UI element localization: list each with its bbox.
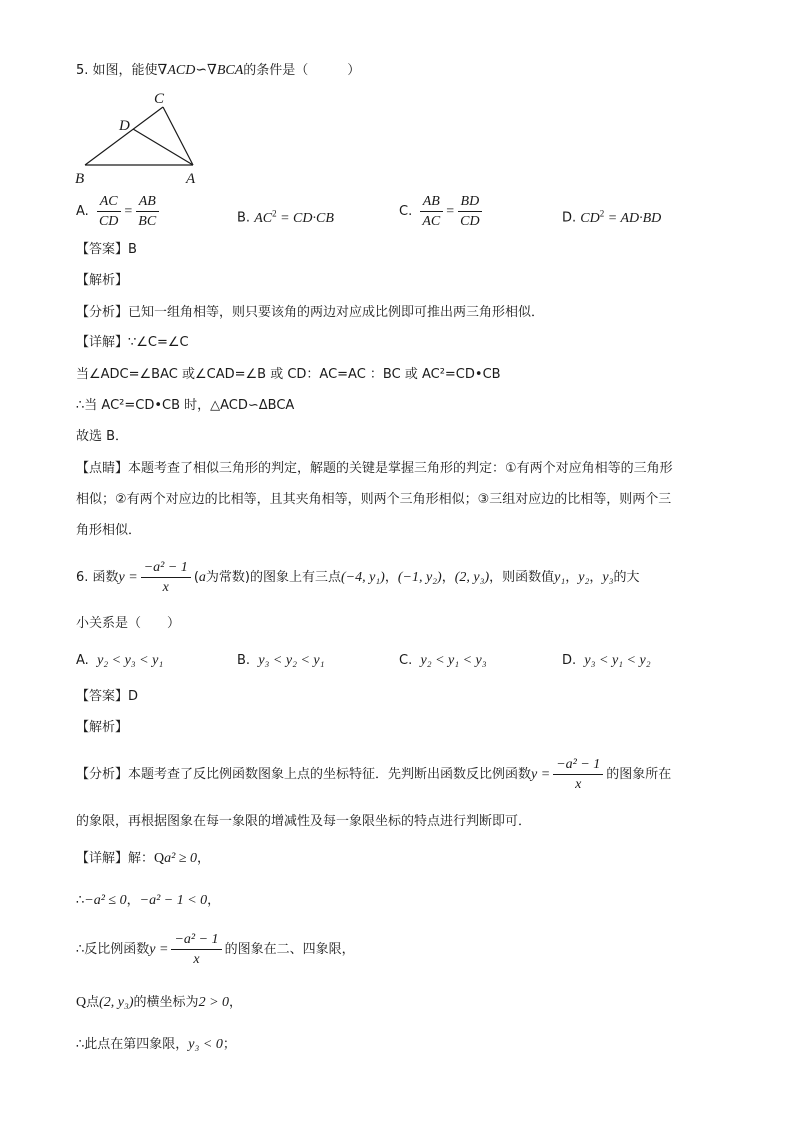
q6-option-c-expr: y₂ < y₁ < y₃ — [420, 653, 487, 668]
q6-s4-end: ； — [222, 1037, 236, 1052]
q5-answer: 【答案】B — [76, 242, 137, 257]
q6-sep-1: ， — [384, 570, 398, 585]
q5-stem-suffix: 的条件是（ ） — [243, 63, 361, 78]
q5-option-a[interactable] — [76, 193, 162, 230]
q6-step-3 — [76, 994, 242, 1012]
q6-stem-prefix: 6. 函数 — [76, 570, 119, 585]
q5-c-num2: BD — [458, 193, 483, 212]
q6-fenxi-frac-num: −a² − 1 — [553, 756, 603, 775]
q6-fenxi-suffix: 的图象所在 — [606, 767, 672, 782]
q6-step-2 — [76, 930, 355, 970]
q6-s1-end: ， — [207, 893, 221, 908]
q6-a-var: a — [198, 570, 206, 585]
q6-s3-text2: 的横坐标为 — [133, 995, 199, 1010]
q6-s3-text1: 点 — [86, 995, 100, 1010]
q5-c-den2: CD — [460, 214, 480, 229]
q6-option-b[interactable] — [237, 652, 324, 670]
q5-xiangjie: 【详解】∵∠C=∠C — [76, 335, 189, 350]
q6-xiangjie — [76, 850, 210, 868]
q5-fenxi: 【分析】已知一组角相等，则只要该角的两边对应成比例即可推出两三角形相似． — [76, 305, 545, 320]
q6-y2: y₂ — [578, 570, 590, 585]
q5-option-b-letter: B. — [237, 210, 251, 226]
q5-analysis-title: 【解析】 — [76, 273, 129, 288]
q5-b-rest: = CD·CB — [276, 210, 334, 226]
q6-point-2: (−1, y₂) — [397, 570, 442, 585]
q6-point-3: (2, y₃) — [454, 570, 490, 585]
therefore-icon: ∴ — [76, 1037, 85, 1052]
q6-s4-text: 此点在第四象限， — [84, 1037, 189, 1052]
q5-stem-math: ∇ACD∽∇BCA — [157, 63, 244, 78]
q6-option-a-letter: A. — [76, 653, 89, 668]
q6-fenxi-y-eq: y = — [531, 767, 551, 782]
q6-fenxi — [76, 755, 671, 795]
q6-s2-frac-den: x — [193, 952, 200, 967]
q6-s3-pt: (2, y₃) — [99, 995, 134, 1010]
q6-s2-text1: 反比例函数 — [84, 942, 150, 957]
q6-stem-line-2: 小关系是（ ） — [76, 616, 181, 631]
therefore-icon: ∴ — [76, 893, 85, 908]
q5-condition-line: 当∠ADC=∠BAC 或∠CAD=∠B 或 CD：AC=AC ：BC 或 AC²=CD•CB — [76, 367, 501, 382]
q6-sep-2: ， — [441, 570, 455, 585]
q6-xj-q: Q — [154, 851, 165, 866]
q5-c-den1: AC — [422, 214, 441, 229]
q6-s4-math: y₃ < 0 — [188, 1037, 223, 1052]
q5-a-num1: AC — [97, 193, 121, 212]
q6-s3-end: ， — [229, 995, 243, 1010]
q6-frac-den: x — [162, 580, 169, 595]
q5-d-expr: CD — [580, 210, 600, 226]
q5-a-num2: AB — [136, 193, 159, 212]
q5-b-sup: 2 — [272, 208, 277, 218]
therefore-icon: ∴ — [76, 942, 85, 957]
q5-option-d-letter: D. — [562, 210, 577, 226]
q6-fenxi-prefix: 【分析】本题考查了反比例函数图象上点的坐标特征．先判断出函数反比例函数 — [76, 767, 532, 782]
q6-point-1: (−4, y₁) — [340, 570, 385, 585]
q6-stem-d: 的大 — [613, 570, 640, 585]
q6-s1-mid: ， — [126, 893, 140, 908]
q6-option-d-expr: y₃ < y₁ < y₂ — [584, 653, 651, 668]
q5-option-a-letter: A. — [76, 204, 89, 219]
q6-s3-q: Q — [76, 995, 87, 1010]
q6-stem: 6. 函数y = $\frac{\text{−a² − 1}}{x}$ (a为常数)的图象上有三点(−4, y₁)，(−1, y₂)，(2, y₃)，则函数值y₁，y₂，y₃的大 — [76, 560, 640, 595]
q5-choose-line: 故选 B． — [76, 429, 129, 444]
q6-option-c[interactable] — [399, 652, 487, 670]
q6-s2-frac-num: −a² − 1 — [171, 931, 221, 950]
q6-stem-c: ，则函数值 — [489, 570, 555, 585]
q5-stem-prefix: 5. 如图，能使 — [76, 63, 158, 78]
q6-s2-text2: 的图象在二、四象限， — [224, 942, 355, 957]
q5-c-eq: = — [446, 204, 455, 219]
q5-option-c-letter: C. — [399, 204, 413, 219]
q6-option-a[interactable] — [76, 652, 163, 670]
q6-s1-math1: −a² ≤ 0 — [84, 893, 127, 908]
q6-step-1 — [76, 892, 220, 910]
q5-c-num1: AB — [420, 193, 443, 212]
q6-y1: y₁ — [554, 570, 566, 585]
q6-frac-num: −a² − 1 — [141, 559, 191, 578]
q5-dianjing-2: 相似；②有两个对应边的比相等，且其夹角相等，则两个三角形相似；③三组对应边的比相等，则两个三 — [76, 492, 672, 507]
q5-triangle-figure — [70, 88, 210, 188]
q6-xj-end: ， — [197, 851, 211, 866]
q6-fenxi-line-2: 的象限，再根据图象在每一象限的增减性及每一象限坐标的特点进行判断即可． — [76, 814, 532, 829]
q6-option-b-expr: y₃ < y₂ < y₁ — [258, 653, 325, 668]
q5-option-d[interactable] — [562, 204, 661, 228]
q5-b-expr: AC — [254, 210, 273, 226]
q6-s1-math2: −a² − 1 < 0 — [139, 893, 208, 908]
q6-xj-math: a² ≥ 0 — [164, 851, 198, 866]
q6-analysis-title: 【解析】 — [76, 720, 129, 735]
q6-option-a-expr: y₂ < y₃ < y₁ — [97, 653, 164, 668]
q5-a-den2: BC — [138, 214, 157, 229]
label-C: C — [154, 91, 165, 107]
label-A: A — [186, 171, 196, 187]
q6-stem-a: ( — [193, 570, 199, 585]
segment-BC — [85, 107, 163, 165]
q5-option-c[interactable] — [399, 193, 486, 230]
q6-option-d[interactable] — [562, 652, 651, 670]
q5-therefore-line: ∴当 AC²=CD•CB 时，△ACD∽ΔBCA — [76, 398, 295, 413]
label-B: B — [75, 171, 85, 187]
q5-d-sup: 2 — [599, 208, 605, 218]
q6-answer: 【答案】D — [76, 689, 139, 704]
q5-d-rest: = AD·BD — [604, 210, 662, 226]
q5-dianjing-1: 【点睛】本题考查了相似三角形的判定，解题的关键是掌握三角形的判定：①有两个对应角相等的三角形 — [76, 461, 673, 476]
q6-s3-math: 2 > 0 — [198, 995, 230, 1010]
q6-option-c-letter: C. — [399, 653, 413, 668]
q5-a-eq: = — [124, 204, 133, 219]
q5-a-den1: CD — [98, 214, 119, 229]
q6-step-4 — [76, 1036, 236, 1054]
q6-option-d-letter: D. — [562, 653, 577, 668]
q5-dianjing-3: 角形相似． — [76, 523, 142, 538]
q6-stem-b: 为常数)的图象上有三点 — [205, 570, 341, 585]
q5-option-b[interactable] — [237, 204, 334, 228]
q6-y3: y₃ — [602, 570, 614, 585]
q6-xj-prefix: 【详解】解： — [76, 851, 155, 866]
q6-fenxi-frac-den: x — [575, 777, 582, 792]
q6-s2-y-eq: y = — [149, 942, 169, 957]
q5-stem — [76, 62, 360, 80]
q6-y-eq: y = — [118, 570, 138, 585]
q6-option-b-letter: B. — [237, 653, 251, 668]
label-D: D — [119, 118, 130, 134]
